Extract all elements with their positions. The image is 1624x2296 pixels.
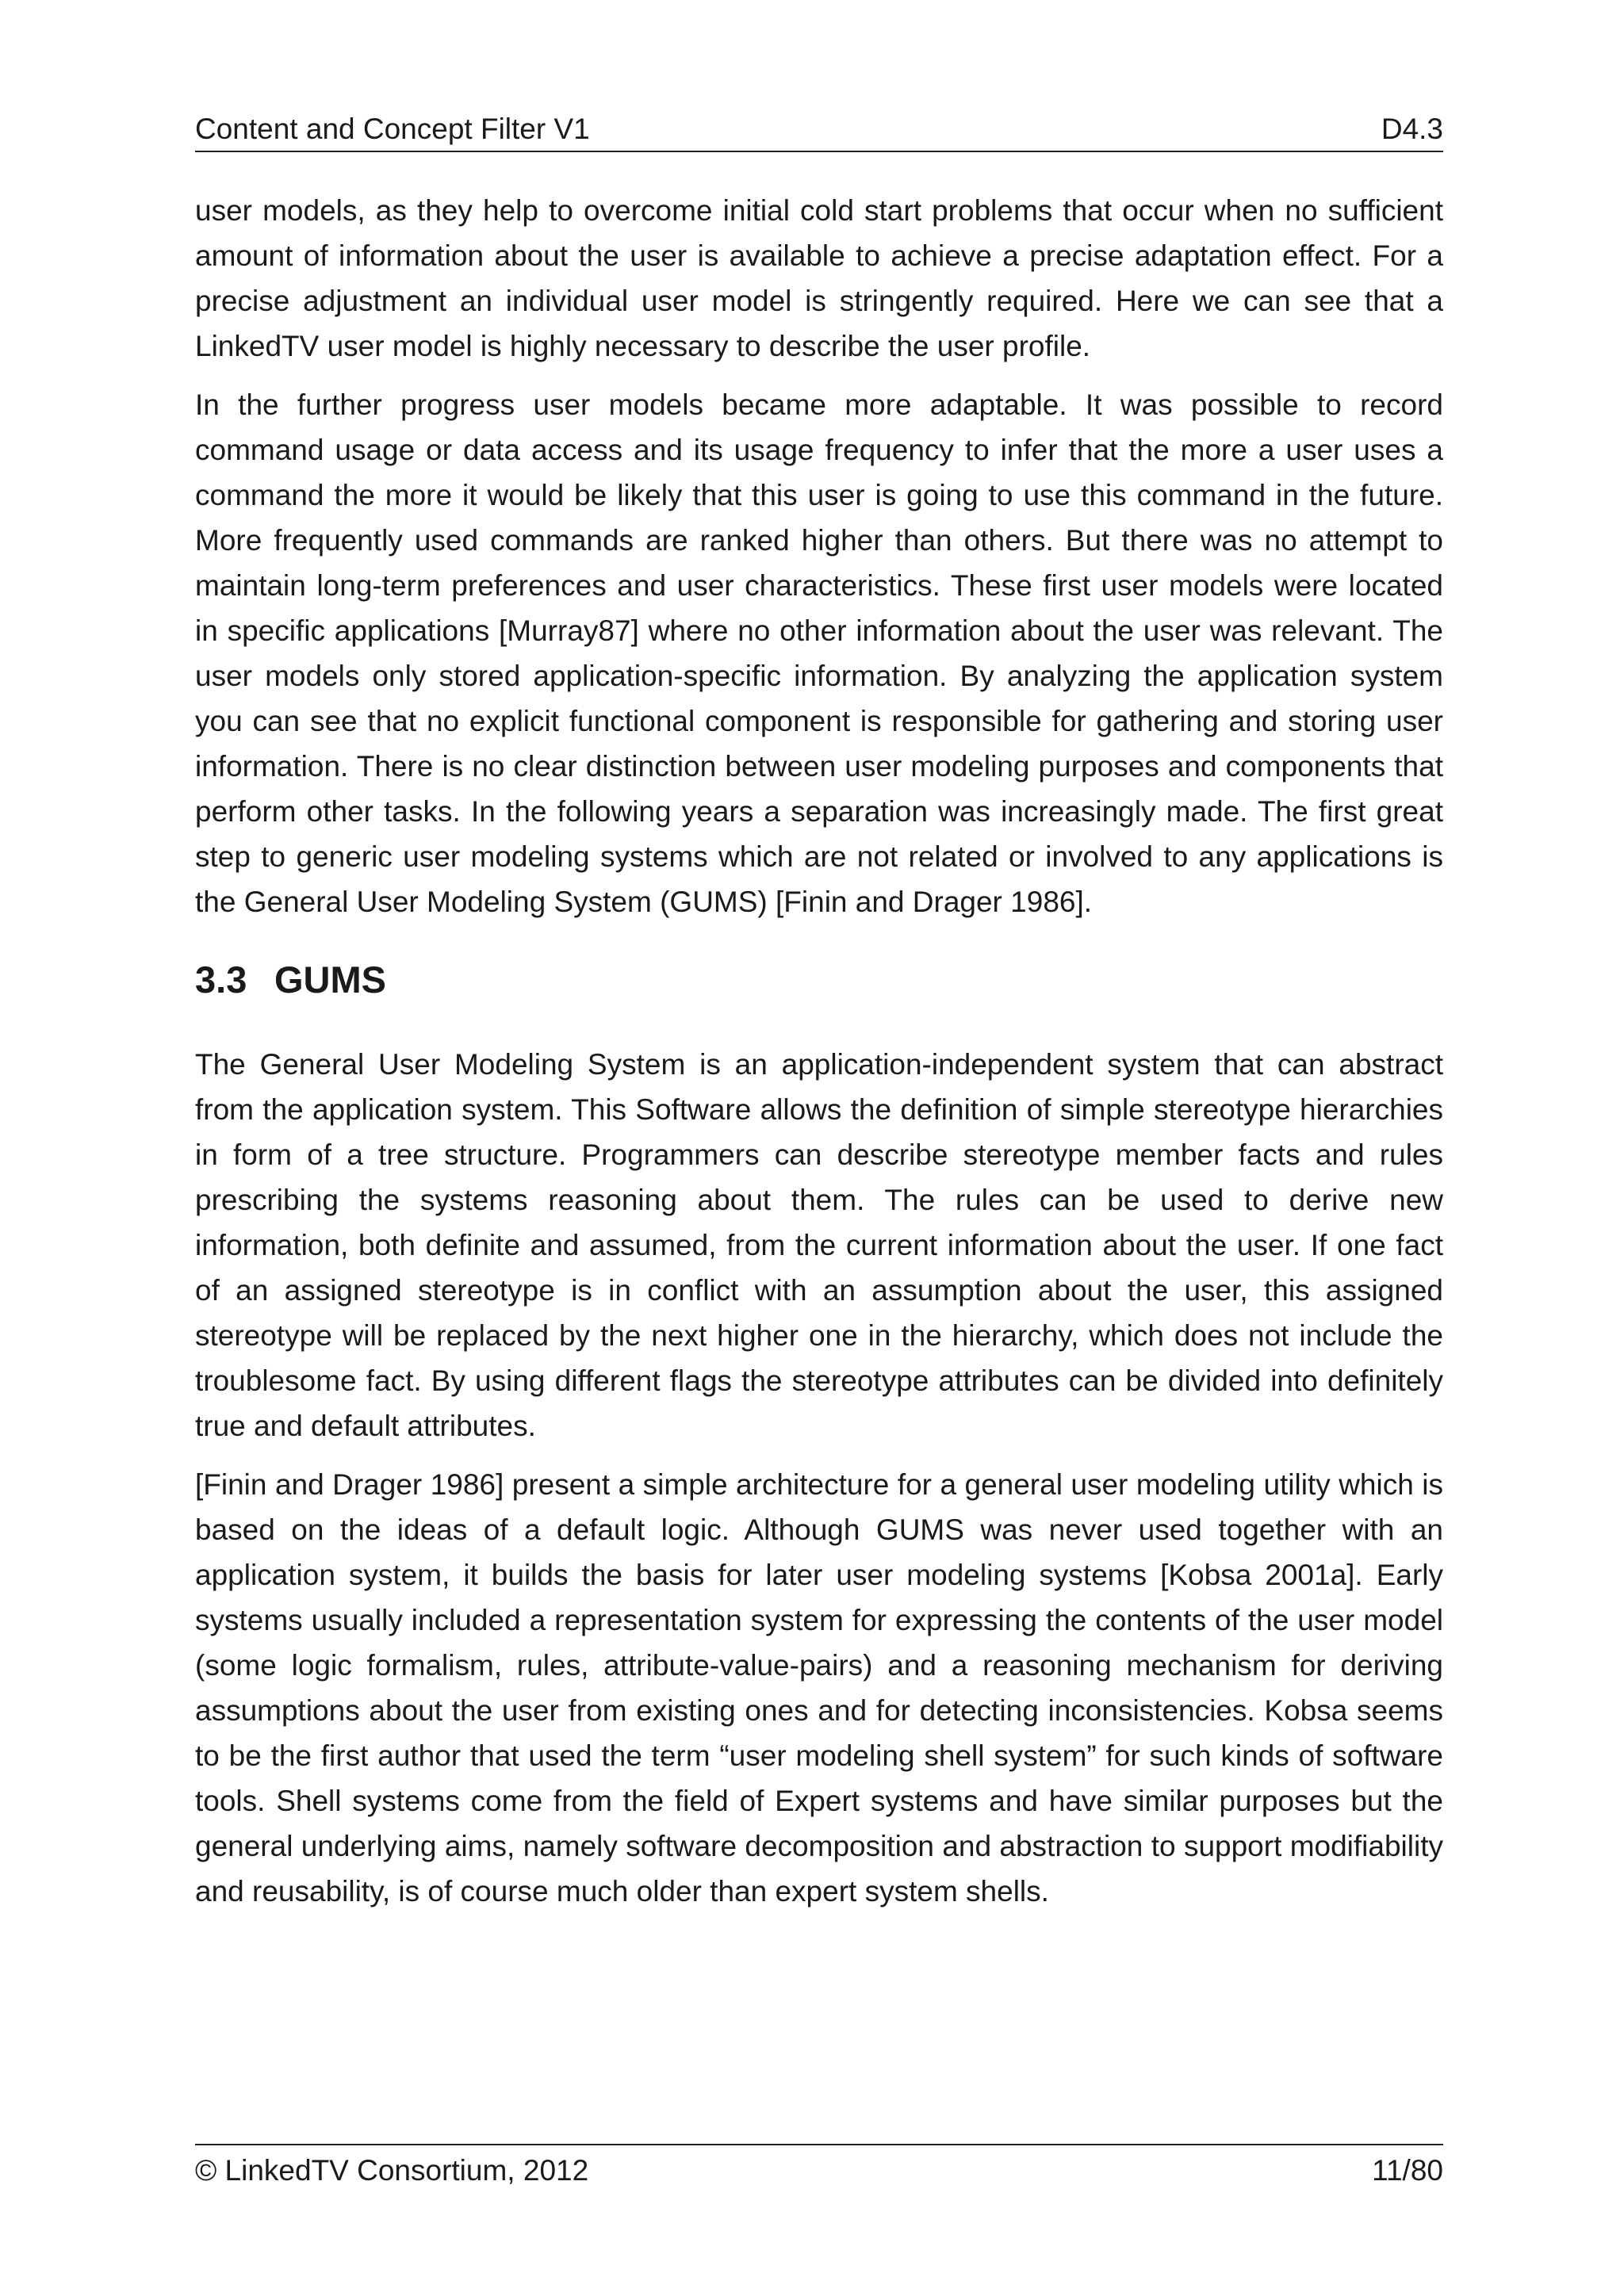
- section-number: 3.3: [195, 959, 247, 1001]
- running-footer: [195, 2144, 1443, 2196]
- page-number: 11/80: [1372, 2154, 1443, 2187]
- deliverable-id: D4.3: [1381, 113, 1443, 145]
- paragraph: The General User Modeling System is an application-independent system that can abstract from the application system. This Software allows the definition of simple stereotype hierarchies in form of a tree structure. Programmers can describe stereotype member facts and rules prescribing the systems reasoning about them. The rules can be used to derive new information, both definite and assumed, from the current information about the user. If one fact of an assigned stereotype is in conflict with an assumption about the user, this assigned stereotype will be replaced by the next higher one in the hierarchy, which does not include the troublesome fact. By using different flags the stereotype attributes can be divided into definitely true and default attributes.: [195, 1048, 1443, 1442]
- section-heading: [195, 956, 1443, 1004]
- document-title: Content and Concept Filter V1: [195, 113, 590, 145]
- paragraph: In the further progress user models became more adaptable. It was possible to record command usage or data access and its usage frequency to infer that the more a user uses a command the more it would be likely that this user is going to use this command in the future. More frequently used commands are ranked higher than others. But there was no attempt to maintain long-term preferences and user characteristics. These first user models were located in specific applications [Murray87] where no other information about the user was relevant. The user models only stored application-specific information. By analyzing the application system you can see that no explicit functional component is responsible for gathering and storing user information. There is no clear distinction between user modeling purposes and components that perform other tasks. In the following years a separation was increasingly made. The first great step to generic user modeling systems which are not related or involved to any applications is the General User Modeling System (GUMS) [Finin and Drager 1986].: [195, 388, 1443, 918]
- running-header: [195, 108, 1443, 152]
- body-text: [195, 188, 1443, 1914]
- copyright-notice: © LinkedTV Consortium, 2012: [195, 2154, 589, 2187]
- section-title: GUMS: [274, 959, 386, 1001]
- paragraph: [Finin and Drager 1986] present a simple architecture for a general user modeling utility which is based on the ideas of a default logic. Although GUMS was never used together with an application system, it builds the basis for later user modeling systems [Kobsa 2001a]. Early systems usually included a representation system for expressing the contents of the user model (some logic formalism, rules, attribute-value-pairs) and a reasoning mechanism for deriving assumptions about the user from existing ones and for detecting inconsistencies. Kobsa seems to be the first author that used the term “user modeling shell system” for such kinds of software tools. Shell systems come from the field of Expert systems and have similar purposes but the general underlying aims, namely software decomposition and abstraction to support modifiability and reusability, is of course much older than expert system shells.: [195, 1468, 1443, 1908]
- paragraph: user models, as they help to overcome initial cold start problems that occur when no sufficient amount of information about the user is available to achieve a precise adaptation effect. For a precise adjustment an individual user model is stringently required. Here we can see that a LinkedTV user model is highly necessary to describe the user profile.: [195, 194, 1443, 362]
